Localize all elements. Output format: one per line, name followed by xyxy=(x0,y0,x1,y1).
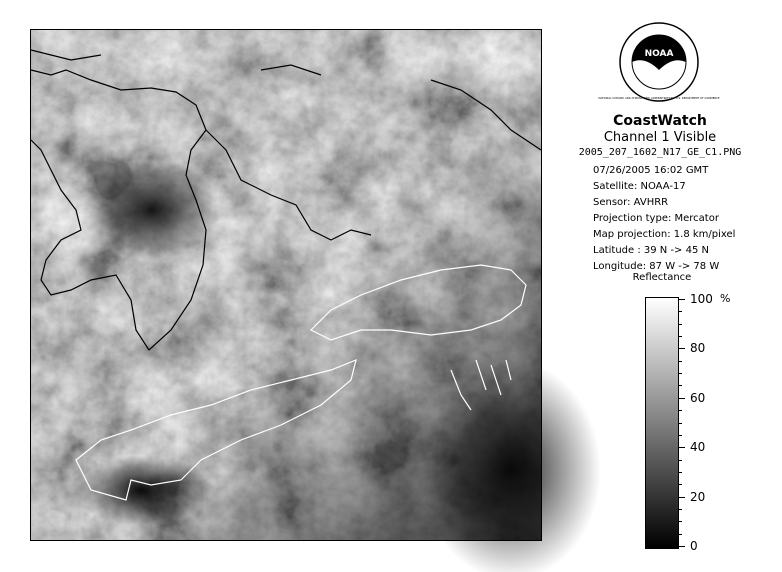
colorbar-tick xyxy=(678,546,685,547)
legend-unit: % xyxy=(720,292,731,305)
map-projection: Map projection: 1.8 km/pixel xyxy=(593,229,736,240)
colorbar-tick-label: 60 xyxy=(690,391,706,405)
colorbar-minor-tick xyxy=(678,521,682,522)
satellite-image xyxy=(30,29,542,541)
colorbar-tick xyxy=(678,497,685,498)
colorbar-minor-tick xyxy=(678,534,682,535)
colorbar-minor-tick xyxy=(678,460,682,461)
legend-label: Reflectance xyxy=(632,272,692,283)
colorbar-minor-tick xyxy=(678,311,682,312)
colorbar-tick-label: 80 xyxy=(690,341,706,355)
channel-label: Channel 1 Visible xyxy=(603,130,717,145)
latitude-range: Latitude : 39 N -> 45 N xyxy=(593,245,709,256)
colorbar-minor-tick xyxy=(678,509,682,510)
date-time: 07/26/2005 16:02 GMT xyxy=(593,165,709,176)
colorbar-tick-label: 100 xyxy=(690,292,713,306)
colorbar-minor-tick xyxy=(678,484,682,485)
colorbar-minor-tick xyxy=(678,361,682,362)
satellite-info: Satellite: NOAA-17 xyxy=(593,181,686,192)
colorbar-minor-tick xyxy=(678,410,682,411)
noaa-logo xyxy=(598,22,720,102)
colorbar-minor-tick xyxy=(678,423,682,424)
colorbar-tick xyxy=(678,348,685,349)
logo-text: NOAA xyxy=(644,49,674,59)
colorbar-minor-tick xyxy=(678,373,682,374)
projection-type: Projection type: Mercator xyxy=(593,213,719,224)
colorbar-tick-label: 40 xyxy=(690,440,706,454)
satellite-image-svg xyxy=(31,30,541,540)
logo-ring-text: NATIONAL OCEANIC AND ATMOSPHERIC ADMINISTRATION · U.S. DEPARTMENT OF COMMERCE xyxy=(598,97,720,100)
colorbar-tick-label: 0 xyxy=(690,539,698,553)
sensor-info: Sensor: AVHRR xyxy=(593,197,669,208)
colorbar-minor-tick xyxy=(678,435,682,436)
colorbar-minor-tick xyxy=(678,336,682,337)
colorbar-minor-tick xyxy=(678,324,682,325)
colorbar-tick xyxy=(678,398,685,399)
colorbar-tick xyxy=(678,447,685,448)
noaa-logo-svg xyxy=(598,22,720,102)
colorbar-tick xyxy=(678,299,685,300)
colorbar-tick-label: 20 xyxy=(690,490,706,504)
longitude-range: Longitude: 87 W -> 78 W xyxy=(593,261,720,272)
colorbar-minor-tick xyxy=(678,472,682,473)
reflectance-colorbar xyxy=(645,297,679,549)
image-filename: 2005_207_1602_N17_GE_C1.PNG xyxy=(578,147,742,158)
colorbar-minor-tick xyxy=(678,385,682,386)
southeast-shade xyxy=(31,30,541,540)
app-title: CoastWatch xyxy=(613,113,707,129)
